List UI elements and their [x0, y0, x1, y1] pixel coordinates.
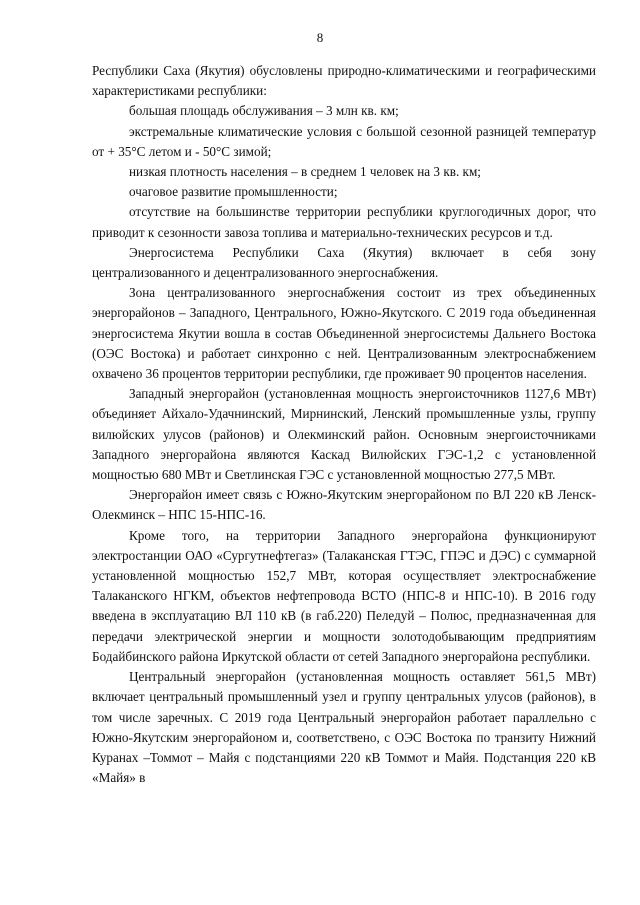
- paragraph: низкая плотность населения – в среднем 1 человек на 3 кв. км;: [129, 164, 481, 180]
- paragraph: Центральный энергорайон (установленная мощность оставляет 561,5 МВт) включает центральный промышленный узел и группу центральных улусов (районов), в том числе заречных. С 2019 года Центральный энергорайон работает параллельно с Южно-Якутским энергорайоном и, соответствено, с ОЭС Востока по транзиту Нижний Куранах –Томмот – Майя с подстанциями 220 кВ Томмот и Майя. Подстанция 220 кВ «Майя» в: [92, 669, 596, 786]
- paragraph: Западный энергорайон (установленная мощность энергоисточников 1127,6 МВт) объединяет Айхало-Удачнинский, Мирнинский, Ленский промышленные узлы, группу вилюйских улусов (районов) и Олекминский район. Основным энергоисточниками Западного энергорайона являются Каскад Вилюйских ГЭС-1,2 с установленной мощностью 680 МВт и Светлинская ГЭС с установленной мощностью 277,5 МВт.: [92, 386, 596, 483]
- paragraph: Энергосистема Республики Саха (Якутия) включает в себя зону централизованного и децентрализованного энергоснабжения.: [92, 244, 596, 281]
- paragraph: большая площадь обслуживания – 3 млн кв. км;: [129, 103, 399, 119]
- paragraph: Кроме того, на территории Западного энергорайона функционируют электростанции ОАО «Сургутнефтегаз» (Талаканская ГТЭС, ГПЭС и ДЭС) с суммарной установленной мощностью 152,7 МВт, которая осуществляет электроснабжение Талаканского НГКМ, объектов нефтепровода ВСТО (НПС-8 и НПС-10). В 2016 году введена в эксплуатацию ВЛ 110 кВ (в габ.220) Пеледуй – Полюс, предназначенная для передачи электрической энергии и мощности золотодобывающим предприятиям Бодайбинского района Иркутской области от сетей Западного энергорайона республики.: [92, 527, 596, 664]
- paragraph: Энергорайон имеет связь с Южно-Якутским энергорайоном по ВЛ 220 кВ Ленск-Олекминск – НПС 15-НПС-16.: [92, 487, 596, 523]
- paragraph: Республики Саха (Якутия) обусловлены природно-климатическими и географическими характеристиками республики:: [92, 63, 596, 99]
- paragraph: очаговое развитие промышленности;: [129, 184, 338, 200]
- paragraph: экстремальные климатические условия с большой сезонной разницей температур от + 35°С летом и - 50°С зимой;: [92, 123, 596, 159]
- paragraph: отсутствие на большинстве территории республики круглогодичных дорог, что приводит к сезонности завоза топлива и материально-технических ресурсов и т.д.: [92, 204, 596, 240]
- page-number: 8: [316, 30, 324, 45]
- paragraph: Зона централизованного энергоснабжения состоит из трех объединенных энергорайонов – Западного, Центрального, Южно-Якутского. С 2019 года объединенная энергосистема Якутии вошла в состав Объединенной энергосистемы Дальнего Востока (ОЭС Востока) и работает синхронно с ней. Централизованным электроснабжением охвачено 36 процентов территории республики, где проживает 90 процентов населения.: [92, 285, 596, 382]
- document-body: [92, 61, 596, 788]
